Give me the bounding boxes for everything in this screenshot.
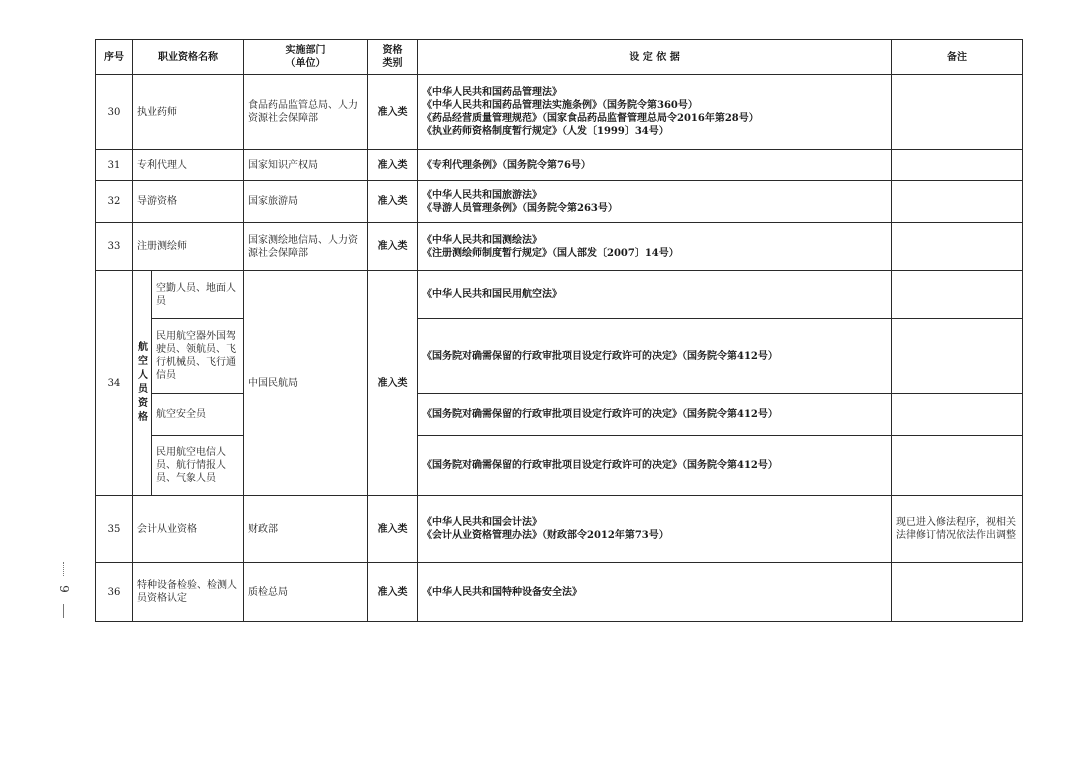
row-basis (418, 319, 892, 394)
basis-line: 《中华人民共和国会计法》 (422, 517, 542, 528)
row-seq: 33 (96, 223, 133, 271)
basis-line: 《中华人民共和国民用航空法》 (422, 289, 562, 300)
basis-line: 《中华人民共和国药品管理法》 (422, 87, 562, 98)
row-basis (418, 271, 892, 319)
row-department: 质检总局 (244, 563, 368, 622)
table-row (96, 319, 1023, 394)
header-type-line1: 资格 (382, 45, 403, 56)
qualification-table (95, 39, 1023, 622)
row-type: 准入类 (368, 75, 418, 150)
basis-line: 《执业药师资格制度暂行规定》（人发〔1999〕34号） (422, 126, 669, 137)
row-type: 准入类 (368, 223, 418, 271)
row-remarks (892, 563, 1023, 622)
header-remarks: 备注 (892, 40, 1023, 75)
row-type: 准入类 (368, 271, 418, 496)
basis-line: 《药品经营质量管理规范》（国家食品药品监督管理总局令2016年第28号） (422, 113, 759, 124)
row-remarks (892, 436, 1023, 496)
page-number (56, 562, 72, 622)
table-row (96, 394, 1023, 436)
basis-line: 《中华人民共和国药品管理法实施条例》（国务院令第360号） (422, 100, 698, 111)
aviation-group-name (133, 271, 152, 496)
row-type: 准入类 (368, 563, 418, 622)
row-name: 特种设备检验、检测人员资格认定 (133, 563, 244, 622)
row-seq: 35 (96, 496, 133, 563)
header-seq: 序号 (96, 40, 133, 75)
page-number-rule-top (63, 562, 65, 576)
row-name: 注册测绘师 (133, 223, 244, 271)
page-number-text: 9 (57, 585, 71, 593)
table-row (96, 181, 1023, 223)
row-department: 财政部 (244, 496, 368, 563)
header-basis: 设 定 依 据 (418, 40, 892, 75)
row-name: 专利代理人 (133, 150, 244, 181)
row-department: 食品药品监管总局、人力资源社会保障部 (244, 75, 368, 150)
basis-line: 《专利代理条例》（国务院令第76号） (422, 159, 591, 171)
row-basis (418, 75, 892, 150)
row-name: 执业药师 (133, 75, 244, 150)
row-seq: 34 (96, 271, 133, 496)
row-remarks (892, 223, 1023, 271)
page-number-rule-bottom (63, 604, 65, 618)
table-row (96, 75, 1023, 150)
aviation-group-name-text: 航空人员资格 (138, 342, 148, 423)
row-department: 国家知识产权局 (244, 150, 368, 181)
row-seq: 32 (96, 181, 133, 223)
table-row (96, 496, 1023, 563)
aviation-sub-name: 民用航空电信人员、航行情报人员、气象人员 (152, 436, 244, 496)
header-type (368, 40, 418, 75)
row-remarks (892, 75, 1023, 150)
row-type: 准入类 (368, 496, 418, 563)
basis-line: 《国务院对确需保留的行政审批项目设定行政许可的决定》（国务院令第412号） (422, 409, 778, 420)
table-header-row (96, 40, 1023, 75)
row-basis (418, 394, 892, 436)
header-qualification-name: 职业资格名称 (133, 40, 244, 75)
header-department (244, 40, 368, 75)
basis-line: 《中华人民共和国旅游法》 (422, 189, 542, 201)
row-type: 准入类 (368, 150, 418, 181)
row-basis (418, 223, 892, 271)
row-seq: 36 (96, 563, 133, 622)
row-remarks (892, 150, 1023, 181)
basis-line: 《会计从业资格管理办法》（财政部令2012年第73号） (422, 530, 669, 541)
row-basis (418, 150, 892, 181)
row-name: 导游资格 (133, 181, 244, 223)
basis-line: 《中华人民共和国测绘法》 (422, 234, 542, 246)
table-row (96, 436, 1023, 496)
table-row (96, 150, 1023, 181)
basis-line: 《国务院对确需保留的行政审批项目设定行政许可的决定》（国务院令第412号） (422, 460, 778, 471)
table-row (96, 271, 1023, 319)
row-type: 准入类 (368, 181, 418, 223)
row-seq: 30 (96, 75, 133, 150)
basis-line: 《注册测绘师制度暂行规定》（国人部发〔2007〕14号） (422, 247, 679, 259)
row-department: 国家测绘地信局、人力资源社会保障部 (244, 223, 368, 271)
aviation-sub-name: 民用航空器外国驾驶员、领航员、飞行机械员、飞行通信员 (152, 319, 244, 394)
basis-line: 《中华人民共和国特种设备安全法》 (422, 586, 582, 598)
header-department-line1: 实施部门 (285, 45, 326, 56)
row-remarks (892, 181, 1023, 223)
row-basis (418, 181, 892, 223)
row-basis (418, 563, 892, 622)
row-seq: 31 (96, 150, 133, 181)
row-remarks (892, 394, 1023, 436)
row-remarks (892, 319, 1023, 394)
aviation-sub-name: 空勤人员、地面人员 (152, 271, 244, 319)
basis-line: 《国务院对确需保留的行政审批项目设定行政许可的决定》（国务院令第412号） (422, 350, 778, 362)
table-row (96, 223, 1023, 271)
row-name: 会计从业资格 (133, 496, 244, 563)
basis-line: 《导游人员管理条例》（国务院令第263号） (422, 202, 618, 214)
header-type-line2: 类别 (382, 58, 403, 69)
row-remarks: 现已进入修法程序，视相关法律修订情况依法作出调整 (892, 496, 1023, 563)
table-row (96, 563, 1023, 622)
row-department: 中国民航局 (244, 271, 368, 496)
row-remarks (892, 271, 1023, 319)
aviation-sub-name: 航空安全员 (152, 394, 244, 436)
header-department-line2: （单位） (285, 58, 326, 69)
row-basis (418, 496, 892, 563)
row-basis (418, 436, 892, 496)
row-department: 国家旅游局 (244, 181, 368, 223)
